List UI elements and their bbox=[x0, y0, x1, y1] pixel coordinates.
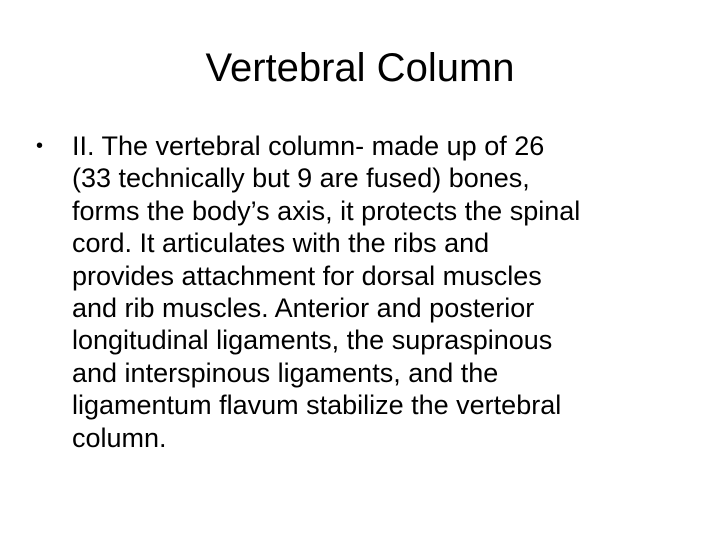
bullet-text-line: forms the body’s axis, it protects the spinal bbox=[72, 195, 581, 226]
bullet-text-line: longitudinal ligaments, the supraspinous bbox=[72, 325, 553, 356]
bullet-text-line: column. bbox=[72, 422, 167, 453]
bullet-text-line: and interspinous ligaments, and the bbox=[72, 357, 499, 388]
bullet-text-line: provides attachment for dorsal muscles bbox=[72, 260, 542, 291]
slide-title: Vertebral Column bbox=[205, 46, 515, 90]
bullet-text-line: and rib muscles. Anterior and posterior bbox=[72, 293, 535, 324]
bullet-text-line: II. The vertebral column- made up of 26 bbox=[72, 131, 545, 161]
bullet-text-line: (33 technically but 9 are fused) bones, bbox=[72, 163, 530, 194]
bullet-marker: • bbox=[36, 135, 44, 157]
bullet-list bbox=[36, 130, 676, 454]
bullet-text-line: cord. It articulates with the ribs and bbox=[72, 228, 490, 259]
bullet-item bbox=[36, 130, 676, 454]
bullet-text-line: ligamentum flavum stabilize the vertebral bbox=[72, 390, 562, 421]
